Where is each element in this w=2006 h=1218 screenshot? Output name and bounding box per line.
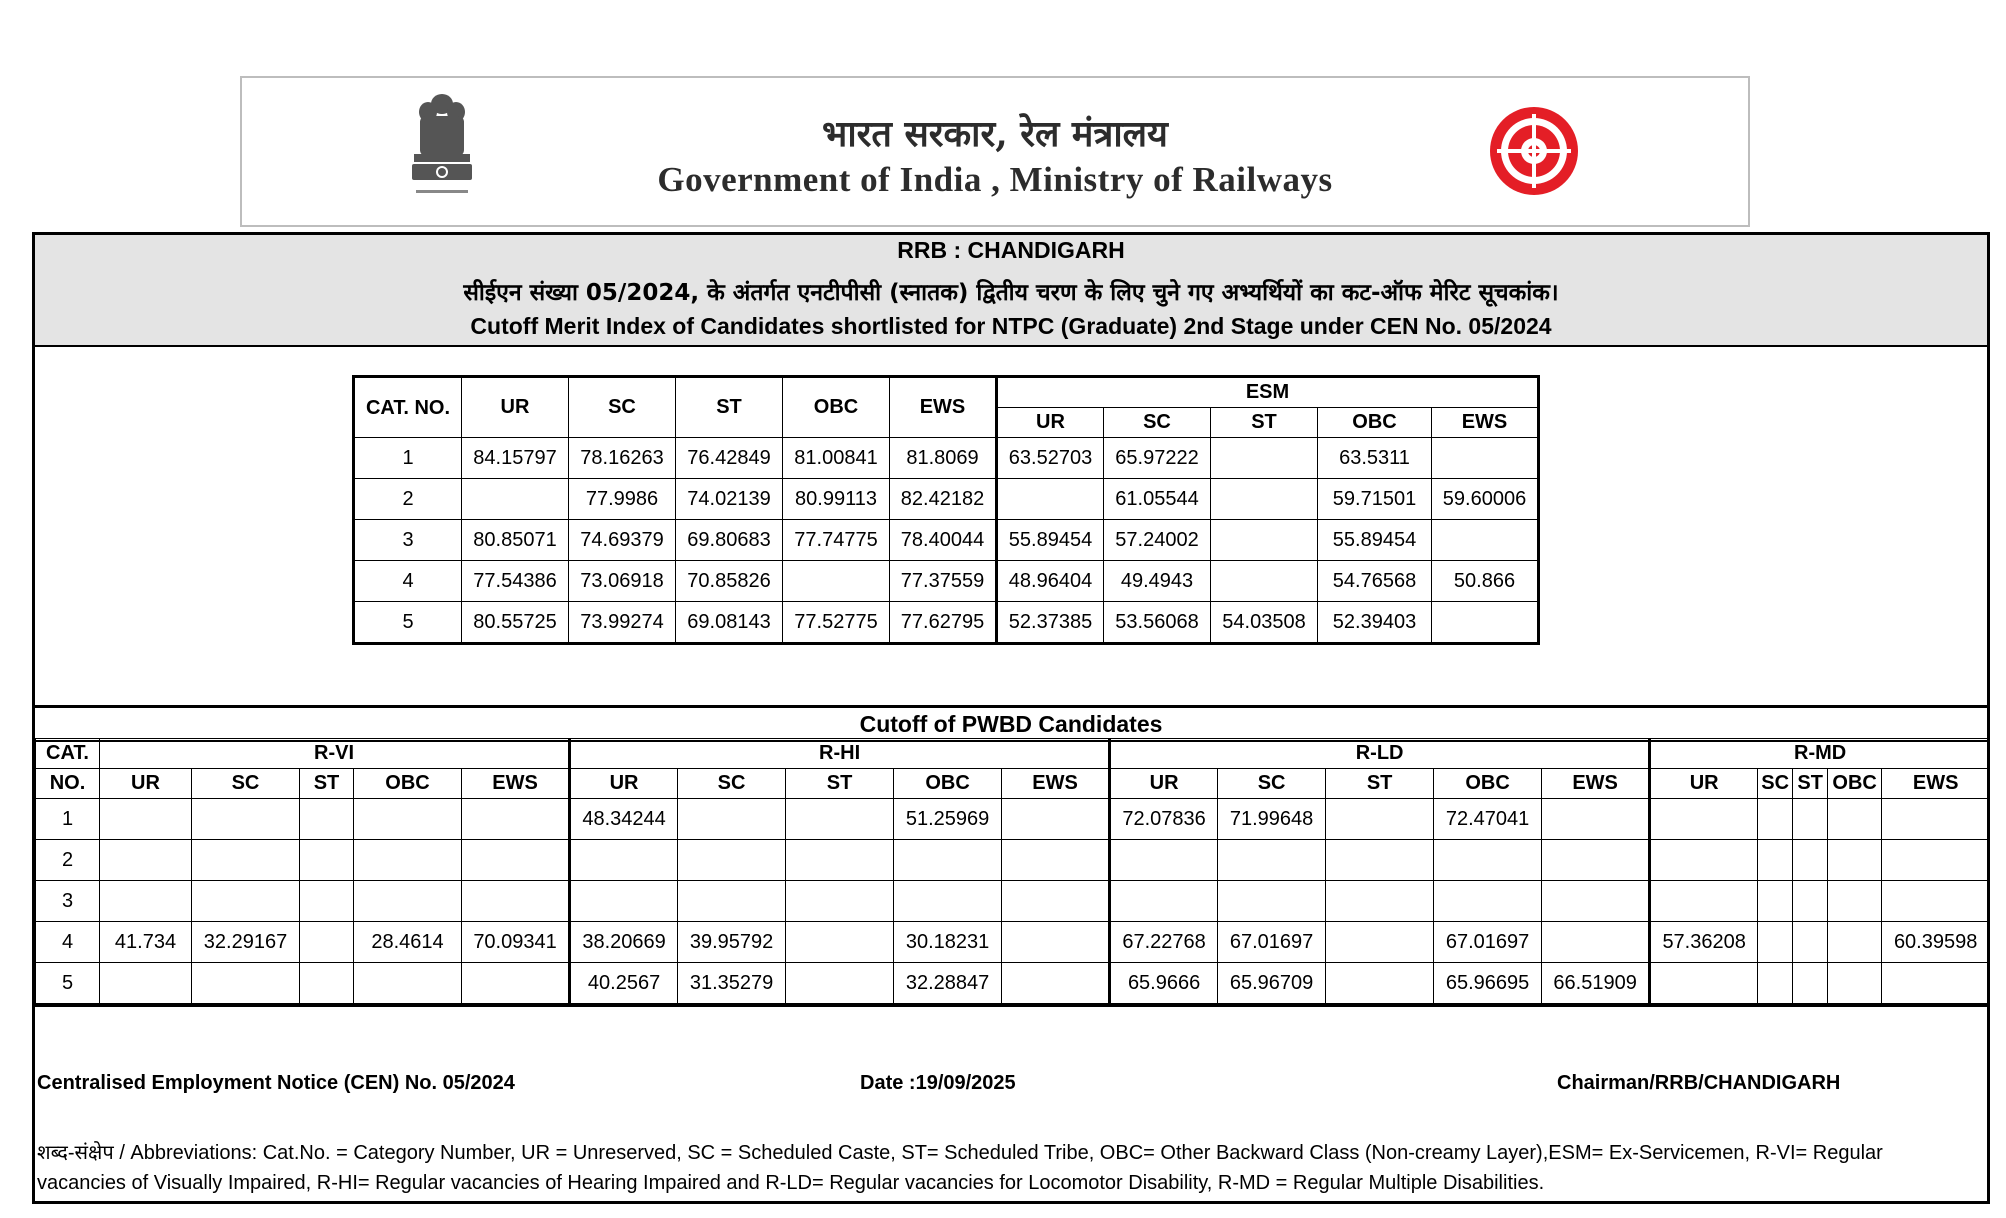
pwbd-title: Cutoff of PWBD Candidates [35, 705, 1987, 742]
cat-no-cell: 2 [354, 479, 462, 520]
r-ld-group-header: R-LD [1110, 739, 1650, 769]
cutoff-cell [570, 881, 678, 922]
column-header: OBC [1434, 769, 1542, 799]
notice-date: Date :19/09/2025 [860, 1072, 1016, 1094]
cutoff-cell: 65.9666 [1110, 963, 1218, 1004]
cutoff-cell: 65.96695 [1434, 963, 1542, 1004]
cutoff-cell: 73.06918 [569, 561, 676, 602]
cutoff-cell [1542, 799, 1650, 840]
cutoff-cell [1002, 881, 1110, 922]
cutoff-cell [786, 881, 894, 922]
cutoff-cell [100, 799, 192, 840]
cutoff-cell [1793, 799, 1828, 840]
cutoff-cell [1211, 438, 1318, 479]
cutoff-cell: 81.00841 [783, 438, 890, 479]
cutoff-cell [300, 799, 354, 840]
column-header: ST [1793, 769, 1828, 799]
cutoff-cell [462, 840, 570, 881]
cutoff-cell [1882, 799, 1990, 840]
cutoff-cell: 49.4943 [1104, 561, 1211, 602]
cutoff-cell [678, 840, 786, 881]
cutoff-cell [1110, 840, 1218, 881]
column-header: EWS [1882, 769, 1990, 799]
cutoff-cell [1793, 922, 1828, 963]
cutoff-cell [786, 799, 894, 840]
cutoff-cell: 69.80683 [676, 520, 783, 561]
cutoff-cell [1326, 840, 1434, 881]
cutoff-cell [462, 881, 570, 922]
cutoff-cell [786, 922, 894, 963]
table-row [36, 922, 1990, 963]
cutoff-cell [786, 840, 894, 881]
cutoff-cell: 66.51909 [1542, 963, 1650, 1004]
cutoff-cell: 55.89454 [1318, 520, 1432, 561]
cutoff-cell [354, 799, 462, 840]
table-row [354, 602, 1539, 644]
cat-no-cell: 3 [36, 881, 100, 922]
cutoff-cell [1326, 922, 1434, 963]
cutoff-cell: 28.4614 [354, 922, 462, 963]
column-header: SC [1104, 408, 1211, 438]
cutoff-cell [997, 479, 1104, 520]
cutoff-cell: 80.99113 [783, 479, 890, 520]
cutoff-cell [678, 799, 786, 840]
cutoff-cell: 80.55725 [462, 602, 569, 644]
column-header: ST [1326, 769, 1434, 799]
cutoff-cell: 77.37559 [890, 561, 997, 602]
cutoff-cell: 77.52775 [783, 602, 890, 644]
cutoff-cell [1218, 840, 1326, 881]
abbreviations-note: शब्द-संक्षेप / Abbreviations: Cat.No. = Category Number, UR = Unreserved, SC = Scheduled Caste, ST= Scheduled Tribe, OBC= Other Backward Class (Non-creamy Layer),ESM= Ex-Servicemen, R-VI= Regular vacancies of Visually Impaired, R-HI= Regular vacancies of Hearing Impaired and R-LD= Regular vacancies for Locomotor Disability, R-MD = Regular Multiple Disabilities. [37, 1142, 1883, 1194]
table-row [36, 840, 1990, 881]
cutoff-cell [1002, 799, 1110, 840]
cutoff-cell: 61.05544 [1104, 479, 1211, 520]
cutoff-cell [1650, 963, 1758, 1004]
cutoff-cell: 51.25969 [894, 799, 1002, 840]
rrb-title: RRB : CHANDIGARH [35, 235, 1987, 269]
notice-title-english: Cutoff Merit Index of Candidates shortlisted for NTPC (Graduate) 2nd Stage under CEN No. 05/2024 [470, 313, 1552, 339]
cat-no-cell: 4 [36, 922, 100, 963]
cutoff-cell [1793, 840, 1828, 881]
cutoff-cell: 38.20669 [570, 922, 678, 963]
cutoff-cell: 63.52703 [997, 438, 1104, 479]
cutoff-cell [1882, 963, 1990, 1004]
cutoff-cell [1002, 963, 1110, 1004]
cutoff-cell: 69.08143 [676, 602, 783, 644]
table-row [354, 520, 1539, 561]
merit-index-table [352, 375, 1540, 645]
cutoff-cell [462, 799, 570, 840]
cutoff-cell [300, 922, 354, 963]
cutoff-cell: 77.62795 [890, 602, 997, 644]
cutoff-cell [354, 881, 462, 922]
cutoff-cell: 40.2567 [570, 963, 678, 1004]
cutoff-cell [1432, 520, 1539, 561]
cutoff-cell: 67.22768 [1110, 922, 1218, 963]
cutoff-cell: 60.39598 [1882, 922, 1990, 963]
esm-group-header: ESM [997, 377, 1539, 408]
cutoff-cell [462, 963, 570, 1004]
cutoff-cell [300, 840, 354, 881]
cutoff-cell: 57.36208 [1650, 922, 1758, 963]
cutoff-cell [354, 963, 462, 1004]
cutoff-cell [100, 840, 192, 881]
cutoff-cell [1828, 840, 1882, 881]
banner-title-hindi: भारत सरकार, रेल मंत्रालय [822, 113, 1168, 155]
cutoff-cell [1758, 799, 1793, 840]
cat-no-cell: 4 [354, 561, 462, 602]
column-header: UR [1650, 769, 1758, 799]
cutoff-cell [1758, 840, 1793, 881]
cutoff-cell [1218, 881, 1326, 922]
signatory: Chairman/RRB/CHANDIGARH [1557, 1072, 1841, 1094]
cutoff-cell [1828, 922, 1882, 963]
cutoff-cell: 74.69379 [569, 520, 676, 561]
cat-no-cell: 2 [36, 840, 100, 881]
cutoff-cell: 72.47041 [1434, 799, 1542, 840]
cutoff-cell [100, 963, 192, 1004]
banner-title-english: Government of India , Ministry of Railways [657, 160, 1333, 199]
cutoff-cell: 39.95792 [678, 922, 786, 963]
column-header: UR [1110, 769, 1218, 799]
cutoff-cell: 57.24002 [1104, 520, 1211, 561]
r-vi-group-header: R-VI [100, 739, 570, 769]
cutoff-cell [678, 881, 786, 922]
cutoff-cell [1793, 881, 1828, 922]
pwbd-cutoff-table [35, 738, 1990, 1004]
cat-no-cell: 1 [36, 799, 100, 840]
cutoff-cell: 74.02139 [676, 479, 783, 520]
pwbd-bottom-rule [35, 1004, 1987, 1007]
cutoff-cell [1542, 922, 1650, 963]
table-row [36, 881, 1990, 922]
cutoff-cell [1758, 922, 1793, 963]
column-header: SC [1218, 769, 1326, 799]
column-header: EWS [1432, 408, 1539, 438]
cutoff-cell: 53.56068 [1104, 602, 1211, 644]
cutoff-cell [783, 561, 890, 602]
cutoff-cell: 76.42849 [676, 438, 783, 479]
cutoff-cell: 54.03508 [1211, 602, 1318, 644]
cutoff-cell [462, 479, 569, 520]
indian-railways-logo-icon [1484, 106, 1584, 196]
cutoff-cell [1326, 881, 1434, 922]
cutoff-cell [1758, 963, 1793, 1004]
cutoff-cell [1211, 479, 1318, 520]
cutoff-cell: 55.89454 [997, 520, 1104, 561]
cutoff-cell: 41.734 [100, 922, 192, 963]
cutoff-cell [300, 881, 354, 922]
column-header: SC [1758, 769, 1793, 799]
cutoff-cell: 31.35279 [678, 963, 786, 1004]
notice-title-hindi: सीईएन संख्या 05/2024, के अंतर्गत एनटीपीसी (स्नातक) द्वितीय चरण के लिए चुने गए अभ्यर्थियों का कट-ऑफ मेरिट सूचकांक। [463, 280, 1559, 306]
cutoff-cell: 65.97222 [1104, 438, 1211, 479]
cutoff-cell: 52.39403 [1318, 602, 1432, 644]
cutoff-cell: 32.28847 [894, 963, 1002, 1004]
cutoff-cell [786, 963, 894, 1004]
cutoff-cell [1326, 963, 1434, 1004]
cutoff-cell [894, 840, 1002, 881]
cutoff-cell [1434, 840, 1542, 881]
r-hi-group-header: R-HI [570, 739, 1110, 769]
cutoff-cell: 59.71501 [1318, 479, 1432, 520]
cutoff-cell [1758, 881, 1793, 922]
cutoff-cell [1326, 799, 1434, 840]
column-header: UR [570, 769, 678, 799]
column-header: UR [997, 408, 1104, 438]
cutoff-cell [300, 963, 354, 1004]
cutoff-cell [1828, 963, 1882, 1004]
cutoff-cell: 73.99274 [569, 602, 676, 644]
cutoff-cell: 48.34244 [570, 799, 678, 840]
column-header: EWS [462, 769, 570, 799]
cutoff-cell: 80.85071 [462, 520, 569, 561]
cutoff-cell: 65.96709 [1218, 963, 1326, 1004]
cat-no-header-line1: CAT. [36, 739, 100, 769]
table-row [36, 799, 1990, 840]
cutoff-cell: 67.01697 [1434, 922, 1542, 963]
cutoff-cell: 63.5311 [1318, 438, 1432, 479]
cutoff-cell: 82.42182 [890, 479, 997, 520]
column-header: OBC [783, 377, 890, 438]
cen-number: Centralised Employment Notice (CEN) No. 05/2024 [37, 1072, 515, 1094]
cutoff-cell: 50.866 [1432, 561, 1539, 602]
cat-no-cell: 5 [354, 602, 462, 644]
cutoff-cell: 72.07836 [1110, 799, 1218, 840]
cutoff-cell [1542, 840, 1650, 881]
cutoff-cell: 81.8069 [890, 438, 997, 479]
cutoff-cell [1432, 602, 1539, 644]
table-row [354, 479, 1539, 520]
cutoff-cell [100, 881, 192, 922]
column-header: ST [1211, 408, 1318, 438]
cutoff-cell [192, 963, 300, 1004]
column-header: OBC [894, 769, 1002, 799]
cutoff-cell [192, 840, 300, 881]
cutoff-cell: 48.96404 [997, 561, 1104, 602]
cutoff-cell [354, 840, 462, 881]
government-banner [240, 76, 1750, 227]
cutoff-cell [1793, 963, 1828, 1004]
column-header: SC [569, 377, 676, 438]
notice-title [35, 267, 1987, 347]
cutoff-cell [192, 881, 300, 922]
column-header: EWS [1542, 769, 1650, 799]
column-header: OBC [354, 769, 462, 799]
cutoff-cell [1542, 881, 1650, 922]
cutoff-cell: 70.85826 [676, 561, 783, 602]
cutoff-cell: 70.09341 [462, 922, 570, 963]
cat-no-cell: 5 [36, 963, 100, 1004]
column-header: UR [100, 769, 192, 799]
cutoff-cell: 71.99648 [1218, 799, 1326, 840]
column-header: EWS [890, 377, 997, 438]
cutoff-cell [894, 881, 1002, 922]
cutoff-cell [1434, 881, 1542, 922]
column-header: SC [678, 769, 786, 799]
cutoff-cell: 32.29167 [192, 922, 300, 963]
cutoff-cell [1110, 881, 1218, 922]
cat-no-header-line2: NO. [36, 769, 100, 799]
cutoff-cell: 84.15797 [462, 438, 569, 479]
cutoff-cell: 54.76568 [1318, 561, 1432, 602]
cutoff-cell [1432, 438, 1539, 479]
cat-no-cell: 3 [354, 520, 462, 561]
cutoff-cell: 59.60006 [1432, 479, 1539, 520]
cutoff-cell [1002, 922, 1110, 963]
cutoff-cell [1211, 561, 1318, 602]
table-row [354, 561, 1539, 602]
cutoff-cell [1211, 520, 1318, 561]
cutoff-cell [570, 840, 678, 881]
cutoff-cell: 78.16263 [569, 438, 676, 479]
cutoff-cell: 77.74775 [783, 520, 890, 561]
column-header: ST [676, 377, 783, 438]
column-header: UR [462, 377, 569, 438]
cutoff-cell [1650, 799, 1758, 840]
column-header: ST [786, 769, 894, 799]
cat-no-header: CAT. NO. [354, 377, 462, 438]
cutoff-cell: 52.37385 [997, 602, 1104, 644]
cutoff-cell [1002, 840, 1110, 881]
cutoff-cell [1650, 840, 1758, 881]
table-row [354, 438, 1539, 479]
cutoff-cell: 78.40044 [890, 520, 997, 561]
column-header: EWS [1002, 769, 1110, 799]
cutoff-cell [1828, 799, 1882, 840]
r-md-group-header: R-MD [1650, 739, 1990, 769]
column-header: ST [300, 769, 354, 799]
cutoff-cell [192, 799, 300, 840]
document-frame [32, 232, 1990, 1204]
table-row [36, 963, 1990, 1004]
cutoff-cell: 77.54386 [462, 561, 569, 602]
cat-no-cell: 1 [354, 438, 462, 479]
column-header: SC [192, 769, 300, 799]
cutoff-cell: 67.01697 [1218, 922, 1326, 963]
column-header: OBC [1318, 408, 1432, 438]
cutoff-cell: 77.9986 [569, 479, 676, 520]
cutoff-cell: 30.18231 [894, 922, 1002, 963]
cutoff-cell [1650, 881, 1758, 922]
cutoff-cell [1828, 881, 1882, 922]
cutoff-cell [1882, 881, 1990, 922]
column-header: OBC [1828, 769, 1882, 799]
cutoff-cell [1882, 840, 1990, 881]
